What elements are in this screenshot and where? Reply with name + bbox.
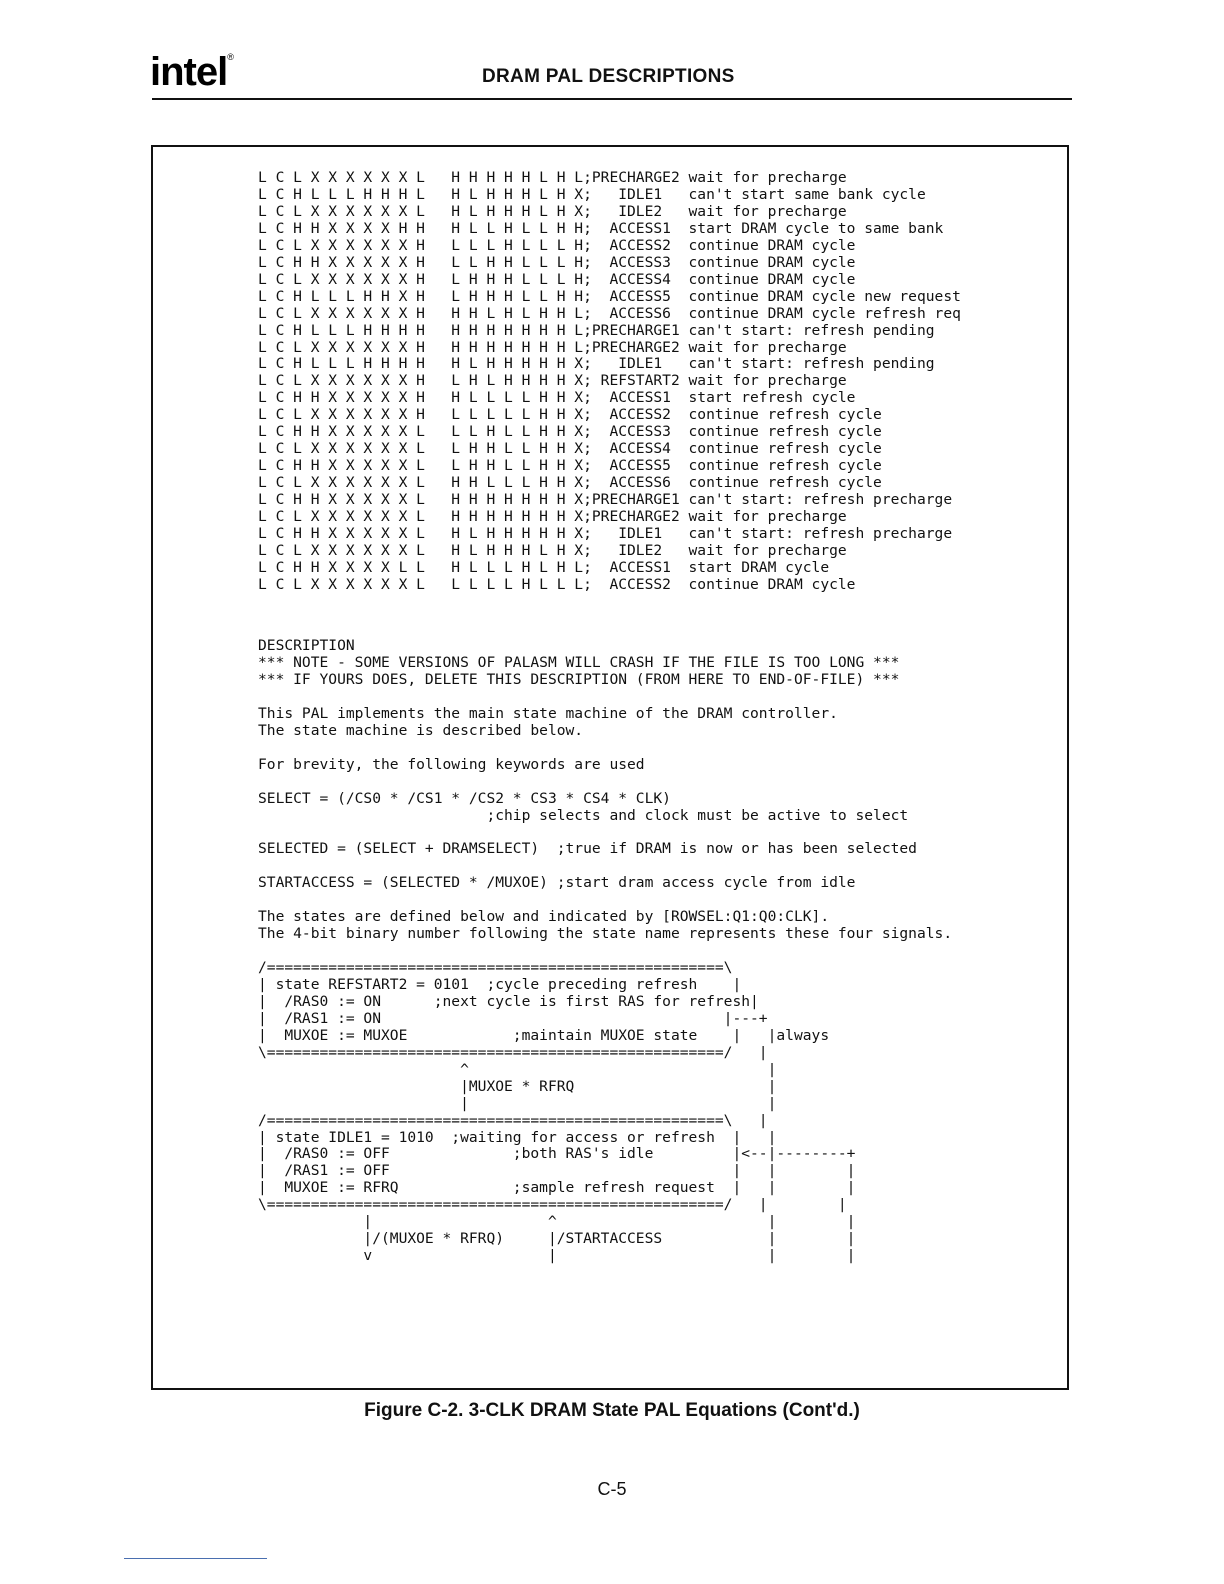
truth-table-row: L C L X X X X X X L H L H H H L H X; IDLE2 wait for precharge: [258, 202, 847, 220]
state-diagram-line: | /RAS0 := OFF ;both RAS's idle |<--|--------+: [258, 1145, 856, 1163]
description-line: The 4-bit binary number following the state name represents these four signals.: [258, 925, 953, 943]
description-line: For brevity, the following keywords are used: [258, 755, 645, 773]
state-diagram-line: | ^ | |: [258, 1213, 856, 1231]
state-diagram-line: | state REFSTART2 = 0101 ;cycle preceding refresh |: [258, 975, 742, 993]
truth-table-row: L C L X X X X X X L H H H H H H H X;PRECHARGE2 wait for precharge: [258, 508, 847, 526]
truth-table-listing: [258, 170, 961, 594]
state-diagram-line: | state IDLE1 = 1010 ;waiting for access or refresh | |: [258, 1128, 777, 1146]
description-line: ;chip selects and clock must be active to select: [258, 806, 909, 824]
truth-table-row: L C H L L L H H H L H L H H H L H X; IDLE1 can't start same bank cycle: [258, 185, 926, 203]
state-diagram-line: | MUXOE := MUXOE ;maintain MUXOE state | |always: [258, 1026, 830, 1044]
state-diagram-line: |MUXOE * RFRQ |: [258, 1077, 777, 1095]
truth-table-row: L C H L L L H H H H H H H H H H H L;PRECHARGE1 can't start: refresh pending: [258, 321, 935, 339]
state-diagram-line: /====================================================\ |: [258, 1111, 768, 1129]
intel-logo: [150, 50, 233, 95]
state-diagram-line: | MUXOE := RFRQ ;sample refresh request | | |: [258, 1179, 856, 1197]
page-header-title: DRAM PAL DESCRIPTIONS: [482, 66, 735, 87]
truth-table-row: L C H H X X X X L L H L L L H L H L; ACCESS1 start DRAM cycle: [258, 558, 830, 576]
state-diagram-line: | /RAS1 := ON |---+: [258, 1009, 768, 1027]
truth-table-row: L C H H X X X X X H L L H H L L L H; ACCESS3 continue DRAM cycle: [258, 253, 856, 271]
description-line: *** NOTE - SOME VERSIONS OF PALASM WILL CRASH IF THE FILE IS TOO LONG ***: [258, 653, 900, 671]
truth-table-row: L C H H X X X X X L H H H H H H H X;PRECHARGE1 can't start: refresh precharge: [258, 491, 953, 509]
truth-table-row: L C L X X X X X X H L L L L L H H X; ACCESS2 continue refresh cycle: [258, 406, 882, 424]
state-diagram-line: |/(MUXOE * RFRQ) |/STARTACCESS | |: [258, 1230, 856, 1248]
description-line: SELECT = (/CS0 * /CS1 * /CS2 * CS3 * CS4 * CLK): [258, 789, 671, 807]
truth-table-row: L C H L L L H H X H L H H H L L H H; ACCESS5 continue DRAM cycle new request: [258, 287, 961, 305]
state-diagram-line: /====================================================\: [258, 959, 733, 976]
truth-table-row: L C L X X X X X X L H L H H H L H X; IDLE2 wait for precharge: [258, 541, 847, 559]
description-listing: [258, 638, 952, 943]
header-divider: [152, 98, 1072, 100]
truth-table-row: L C L X X X X X X H L H H H L L L H; ACCESS4 continue DRAM cycle: [258, 270, 856, 288]
registered-mark: ®: [227, 52, 233, 62]
state-diagram-line: v | | |: [258, 1247, 856, 1265]
description-line: DESCRIPTION: [258, 637, 355, 654]
truth-table-row: L C L X X X X X X H L L L H L L L H; ACCESS2 continue DRAM cycle: [258, 236, 856, 254]
truth-table-row: L C H H X X X X X H H L L L L H H X; ACCESS1 start refresh cycle: [258, 389, 856, 407]
logo-text: intel: [150, 50, 228, 94]
description-line: The states are defined below and indicated by [ROWSEL:Q1:Q0:CLK].: [258, 908, 830, 926]
description-line: The state machine is described below.: [258, 721, 584, 739]
truth-table-row: L C H L L L H H H H H L H H H H H X; IDLE1 can't start: refresh pending: [258, 355, 935, 373]
description-line: This PAL implements the main state machine of the DRAM controller.: [258, 704, 838, 722]
state-diagram-line: | /RAS0 := ON ;next cycle is first RAS for refresh|: [258, 992, 759, 1010]
truth-table-row: L C L X X X X X X H H H L H L H H L; ACCESS6 continue DRAM cycle refresh req: [258, 304, 961, 322]
state-diagram-line: ^ |: [258, 1060, 777, 1078]
truth-table-row: L C H H X X X X X L L H H L L H H X; ACCESS5 continue refresh cycle: [258, 457, 882, 475]
state-diagram-line: | /RAS1 := OFF | | |: [258, 1162, 856, 1180]
footer-link-rule: [124, 1558, 267, 1559]
description-line: SELECTED = (SELECT + DRAMSELECT) ;true if DRAM is now or has been selected: [258, 840, 917, 858]
description-line: STARTACCESS = (SELECTED * /MUXOE) ;start dram access cycle from idle: [258, 874, 856, 892]
page-number: C-5: [597, 1479, 627, 1499]
truth-table-row: L C L X X X X X X L L L L L H L L L; ACCESS2 continue DRAM cycle: [258, 575, 856, 593]
state-diagram-line: \====================================================/ |: [258, 1043, 768, 1061]
state-diagram-line: \====================================================/ | |: [258, 1196, 847, 1214]
truth-table-row: L C H H X X X X H H H L L H L L H H; ACCESS1 start DRAM cycle to same bank: [258, 219, 944, 237]
truth-table-row: L C L X X X X X X L H H H H H L H L;PRECHARGE2 wait for precharge: [258, 169, 847, 186]
truth-table-row: L C L X X X X X X L L H H L L H H X; ACCESS4 continue refresh cycle: [258, 440, 882, 458]
truth-table-row: L C L X X X X X X H H H H H H H H L;PRECHARGE2 wait for precharge: [258, 338, 847, 356]
state-diagram-line: | |: [258, 1094, 777, 1112]
truth-table-row: L C H H X X X X X L H L H H H H H X; IDLE1 can't start: refresh precharge: [258, 525, 953, 543]
truth-table-row: L C L X X X X X X H L H L H H H H X; REFSTART2 wait for precharge: [258, 372, 847, 390]
figure-caption: Figure C-2. 3-CLK DRAM State PAL Equations (Cont'd.): [364, 1400, 860, 1421]
description-line: *** IF YOURS DOES, DELETE THIS DESCRIPTION (FROM HERE TO END-OF-FILE) ***: [258, 670, 900, 688]
state-diagram-listing: [258, 960, 855, 1265]
truth-table-row: L C H H X X X X X L L L H L L H H X; ACCESS3 continue refresh cycle: [258, 423, 882, 441]
truth-table-row: L C L X X X X X X L H H L L L H H X; ACCESS6 continue refresh cycle: [258, 474, 882, 492]
